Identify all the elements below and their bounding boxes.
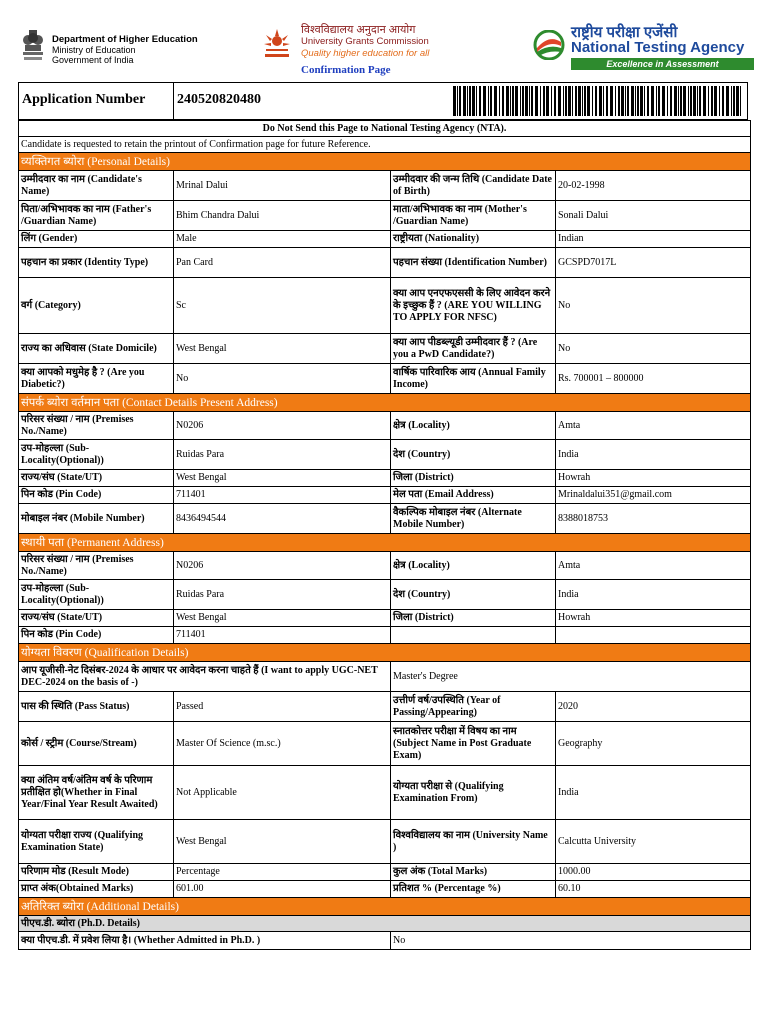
section-header-permanent xyxy=(19,534,751,552)
section-title: संपर्क ब्योरा वर्तमान पता (Contact Details Present Address) xyxy=(19,394,751,412)
table-row xyxy=(19,864,751,881)
barcode-bar xyxy=(582,86,583,116)
field-label: राज्य/संघ (State/UT) xyxy=(19,610,174,627)
barcode-bar xyxy=(722,86,724,116)
barcode-bar xyxy=(522,86,524,116)
field-label: पहचान का प्रकार (Identity Type) xyxy=(19,248,174,278)
field-value: 60.10 xyxy=(556,881,751,898)
field-value: Indian xyxy=(556,231,751,248)
dhe-block xyxy=(52,34,198,65)
field-label: राज्य/संघ (State/UT) xyxy=(19,470,174,487)
barcode-bar xyxy=(690,86,692,116)
barcode-bar xyxy=(488,86,489,116)
field-value: Sc xyxy=(174,278,391,334)
field-label: आप यूजीसी-नेट दिसंबर-2024 के आधार पर आवेदन करना चाहते हैं (I want to apply UGC-NET DEC-2024 on the basis of -) xyxy=(19,662,391,692)
field-value: N0206 xyxy=(174,552,391,580)
field-value: No xyxy=(556,334,751,364)
barcode-bar xyxy=(644,86,645,116)
table-row xyxy=(19,278,751,334)
field-label: परिसर संख्या / नाम (Premises No./Name) xyxy=(19,552,174,580)
barcode-bar xyxy=(535,86,538,116)
barcode-bar xyxy=(463,86,466,116)
barcode-bar xyxy=(640,86,643,116)
barcode-bar xyxy=(578,86,581,116)
table-row xyxy=(19,881,751,898)
field-label: योग्यता परीक्षा से (Qualifying Examination From) xyxy=(391,766,556,820)
field-value: Amta xyxy=(556,552,751,580)
barcode-bar xyxy=(499,86,500,116)
phd-title: पीएच.डी. ब्योरा (Ph.D. Details) xyxy=(19,916,751,932)
barcode-bar xyxy=(551,86,552,116)
barcode-bar xyxy=(726,86,729,116)
field-label: परिणाम मोड (Result Mode) xyxy=(19,864,174,881)
field-value: Geography xyxy=(556,722,751,766)
field-value: No xyxy=(556,278,751,334)
field-value: West Bengal xyxy=(174,610,391,627)
nta-logo-icon xyxy=(531,30,567,60)
field-label: क्या आप एनएफएससी के लिए आवेदन करने के इच्छुक हैं ? (ARE YOU WILLING TO APPLY FOR NFSC) xyxy=(391,278,556,334)
application-number-value: 240520820480 xyxy=(177,92,261,107)
barcode-bar xyxy=(635,86,636,116)
ugc-logo-icon xyxy=(260,26,294,60)
field-label: प्रतिशत % (Percentage %) xyxy=(391,881,556,898)
barcode-bar xyxy=(467,86,468,116)
field-value: Not Applicable xyxy=(174,766,391,820)
barcode-bar xyxy=(472,86,475,116)
barcode-bar xyxy=(529,86,530,116)
ugc-hindi: विश्वविद्यालय अनुदान आयोग xyxy=(301,24,416,36)
field-value: Bhim Chandra Dalui xyxy=(174,201,391,231)
field-value: Master Of Science (m.sc.) xyxy=(174,722,391,766)
table-row xyxy=(19,201,751,231)
table-row xyxy=(19,364,751,394)
field-value: N0206 xyxy=(174,412,391,440)
section-title: योग्यता विवरण (Qualification Details) xyxy=(19,644,751,662)
barcode-bar xyxy=(618,86,620,116)
table-row xyxy=(19,231,751,248)
field-value: India xyxy=(556,440,751,470)
barcode-bar xyxy=(688,86,689,116)
barcode-bar xyxy=(572,86,573,116)
barcode-bar xyxy=(697,86,698,116)
field-value: No xyxy=(174,364,391,394)
field-value: Amta xyxy=(556,412,751,440)
table-row xyxy=(19,412,751,440)
table-row xyxy=(19,552,751,580)
field-label: वार्षिक पारिवारिक आय (Annual Family Income) xyxy=(391,364,556,394)
barcode-bar xyxy=(678,86,679,116)
barcode-bar xyxy=(674,86,677,116)
barcode-bar xyxy=(603,86,604,116)
field-value: 1000.00 xyxy=(556,864,751,881)
field-value: 8436494544 xyxy=(174,504,391,534)
barcode-bar xyxy=(459,86,461,116)
barcode-bar xyxy=(740,86,741,116)
section-header-qualification xyxy=(19,644,751,662)
field-label: पिता/अभिभावक का नाम (Father's /Guardian Name) xyxy=(19,201,174,231)
barcode-bar xyxy=(647,86,649,116)
section-title: अतिरिक्त ब्योरा (Additional Details) xyxy=(19,898,751,916)
field-label: परिसर संख्या / नाम (Premises No./Name) xyxy=(19,412,174,440)
field-value: Pan Card xyxy=(174,248,391,278)
field-value: Mrinaldalui351@gmail.com xyxy=(556,487,751,504)
field-value: No xyxy=(391,932,751,950)
barcode-bar xyxy=(736,86,739,116)
field-label xyxy=(391,627,556,644)
table-row xyxy=(19,487,751,504)
barcode-bar xyxy=(658,86,660,116)
field-value: 20-02-1998 xyxy=(556,171,751,201)
barcode-bar xyxy=(615,86,616,116)
field-label: स्नातकोत्तर परीक्षा में विषय का नाम (Subject Name in Post Graduate Exam) xyxy=(391,722,556,766)
field-value: Howrah xyxy=(556,470,751,487)
barcode-bar xyxy=(711,86,713,116)
field-value: Male xyxy=(174,231,391,248)
notice-row xyxy=(19,121,751,137)
table-row xyxy=(19,470,751,487)
table-row xyxy=(19,580,751,610)
page-header xyxy=(18,18,750,80)
section-header-personal xyxy=(19,153,751,171)
barcode-bar xyxy=(520,86,521,116)
field-value: 711401 xyxy=(174,487,391,504)
divider xyxy=(173,83,174,119)
barcode-bar xyxy=(575,86,577,116)
table-row xyxy=(19,440,751,470)
field-label: उम्मीदवार की जन्म तिथि (Candidate Date of Birth) xyxy=(391,171,556,201)
national-emblem-icon xyxy=(20,28,46,62)
field-value: 2020 xyxy=(556,692,751,722)
field-value: 711401 xyxy=(174,627,391,644)
nta-hindi: राष्ट्रीय परीक्षा एजेंसी xyxy=(571,24,678,41)
table-row xyxy=(19,766,751,820)
field-label: जिला (District) xyxy=(391,470,556,487)
field-label: योग्यता परीक्षा राज्य (Qualifying Examination State) xyxy=(19,820,174,864)
barcode-bar xyxy=(531,86,533,116)
table-row xyxy=(19,334,751,364)
notice-do-not-send: Do Not Send this Page to National Testing Agency (NTA). xyxy=(19,121,751,137)
barcode-bar xyxy=(708,86,709,116)
barcode-bar xyxy=(563,86,564,116)
field-value: Ruidas Para xyxy=(174,440,391,470)
table-row xyxy=(19,504,751,534)
barcode-bar xyxy=(512,86,514,116)
section-title: व्यक्तिगत ब्योरा (Personal Details) xyxy=(19,153,751,171)
field-label: कोर्स / स्ट्रीम (Course/Stream) xyxy=(19,722,174,766)
field-label: उम्मीदवार का नाम (Candidate's Name) xyxy=(19,171,174,201)
field-label: वैकल्पिक मोबाइल नंबर (Alternate Mobile Number) xyxy=(391,504,556,534)
field-label: पास की स्थिति (Pass Status) xyxy=(19,692,174,722)
barcode-bar xyxy=(610,86,613,116)
section-header-additional xyxy=(19,898,751,916)
field-label: लिंग (Gender) xyxy=(19,231,174,248)
nta-english: National Testing Agency xyxy=(571,39,745,56)
field-label: विश्वविद्यालय का नाम (University Name ) xyxy=(391,820,556,864)
barcode-bar xyxy=(515,86,518,116)
barcode-bar xyxy=(733,86,735,116)
field-label: क्या पीएच.डी. में प्रवेश लिया है। (Whether Admitted in Ph.D. ) xyxy=(19,932,391,950)
field-value xyxy=(556,627,751,644)
field-label: क्या आपको मधुमेह है ? (Are you Diabetic?) xyxy=(19,364,174,394)
barcode-bar xyxy=(656,86,657,116)
table-row xyxy=(19,722,751,766)
field-label: क्या अंतिम वर्ष/अंतिम वर्ष के परिणाम प्रतीक्षित हो(Whether in Final Year/Final Year Result Awaited) xyxy=(19,766,174,820)
barcode-bar xyxy=(662,86,665,116)
nta-block xyxy=(513,22,768,80)
barcode-bar xyxy=(558,86,561,116)
field-value: West Bengal xyxy=(174,820,391,864)
notice-row xyxy=(19,137,751,153)
barcode-bar xyxy=(592,86,593,116)
field-value: Sonali Dalui xyxy=(556,201,751,231)
field-value: Percentage xyxy=(174,864,391,881)
application-number-label: Application Number xyxy=(22,92,146,107)
field-label: पिन कोड (Pin Code) xyxy=(19,487,174,504)
field-label: प्राप्त अंक(Obtained Marks) xyxy=(19,881,174,898)
nta-tagline: Excellence in Assessment xyxy=(571,58,754,70)
barcode-bar xyxy=(584,86,586,116)
application-number-box xyxy=(18,82,748,120)
field-label: क्या आप पीडब्ल्यूडी उम्मीदवार हैं ? (Are you a PwD Candidate?) xyxy=(391,334,556,364)
barcode-bar xyxy=(469,86,471,116)
barcode-bar xyxy=(699,86,701,116)
field-label: पहचान संख्या (Identification Number) xyxy=(391,248,556,278)
dhe-title: Department of Higher Education xyxy=(52,34,198,45)
field-label: उप-मोहल्ला (Sub-Locality(Optional)) xyxy=(19,580,174,610)
field-label: कुल अंक (Total Marks) xyxy=(391,864,556,881)
field-label: उत्तीर्ण वर्ष/उपस्थिति (Year of Passing/Appearing) xyxy=(391,692,556,722)
field-value: West Bengal xyxy=(174,470,391,487)
barcode-bar xyxy=(494,86,497,116)
barcode-bar xyxy=(637,86,639,116)
barcode-bar xyxy=(693,86,696,116)
field-label: देश (Country) xyxy=(391,580,556,610)
barcode-bar xyxy=(625,86,626,116)
notice-retain: Candidate is requested to retain the printout of Confirmation page for future Reference. xyxy=(19,137,751,153)
ugc-block xyxy=(301,24,429,60)
barcode-bar xyxy=(683,86,686,116)
field-value: Ruidas Para xyxy=(174,580,391,610)
field-value: 8388018753 xyxy=(556,504,751,534)
barcode-bar xyxy=(483,86,486,116)
ugc-tagline: Quality higher education for all xyxy=(301,48,430,59)
barcode-bar xyxy=(453,86,456,116)
field-value: Calcutta University xyxy=(556,820,751,864)
barcode-bar xyxy=(731,86,732,116)
barcode-bar xyxy=(587,86,590,116)
field-value: Howrah xyxy=(556,610,751,627)
field-label: राज्य का अधिवास (State Domicile) xyxy=(19,334,174,364)
table-row xyxy=(19,820,751,864)
barcode-bar xyxy=(565,86,567,116)
field-value: West Bengal xyxy=(174,334,391,364)
barcode-bar xyxy=(703,86,706,116)
barcode-bar xyxy=(502,86,504,116)
field-label: मोबाइल नंबर (Mobile Number) xyxy=(19,504,174,534)
barcode-bar xyxy=(627,86,629,116)
barcode-bar xyxy=(554,86,556,116)
ugc-english: University Grants Commission xyxy=(301,36,429,47)
field-value: India xyxy=(556,580,751,610)
field-label: माता/अभिभावक का नाम (Mother's /Guardian Name) xyxy=(391,201,556,231)
barcode-bar xyxy=(595,86,597,116)
barcode-bar xyxy=(540,86,541,116)
barcode-bar xyxy=(476,86,477,116)
table-row xyxy=(19,171,751,201)
table-row xyxy=(19,662,751,692)
field-value: Master's Degree xyxy=(391,662,751,692)
table-row xyxy=(19,627,751,644)
barcode-bar xyxy=(543,86,545,116)
barcode-bar xyxy=(719,86,720,116)
field-label: जिला (District) xyxy=(391,610,556,627)
details-table xyxy=(18,120,751,950)
barcode-bar xyxy=(568,86,571,116)
barcode-icon xyxy=(451,85,745,117)
table-row xyxy=(19,610,751,627)
barcode-bar xyxy=(506,86,509,116)
section-title: स्थायी पता (Permanent Address) xyxy=(19,534,751,552)
field-value: GCSPD7017L xyxy=(556,248,751,278)
barcode-bar xyxy=(667,86,668,116)
field-label: मेल पता (Email Address) xyxy=(391,487,556,504)
field-label: उप-मोहल्ला (Sub-Locality(Optional)) xyxy=(19,440,174,470)
field-value: India xyxy=(556,766,751,820)
dhe-line2: Ministry of Education xyxy=(52,45,136,55)
barcode-bar xyxy=(670,86,672,116)
field-label: राष्ट्रीयता (Nationality) xyxy=(391,231,556,248)
field-label: पिन कोड (Pin Code) xyxy=(19,627,174,644)
barcode-bar xyxy=(479,86,481,116)
field-value: Passed xyxy=(174,692,391,722)
barcode-bar xyxy=(714,86,717,116)
phd-subheader xyxy=(19,916,751,932)
field-label: वर्ग (Category) xyxy=(19,278,174,334)
field-label: देश (Country) xyxy=(391,440,556,470)
field-label: क्षेत्र (Locality) xyxy=(391,412,556,440)
field-value: Rs. 700001 – 800000 xyxy=(556,364,751,394)
field-value: 601.00 xyxy=(174,881,391,898)
table-row xyxy=(19,692,751,722)
dhe-line3: Government of India xyxy=(52,55,134,65)
barcode-bar xyxy=(490,86,492,116)
confirmation-title: Confirmation Page xyxy=(301,64,391,76)
barcode-bar xyxy=(631,86,634,116)
table-row xyxy=(19,932,751,950)
barcode-bar xyxy=(457,86,458,116)
barcode-bar xyxy=(510,86,511,116)
section-header-contact xyxy=(19,394,751,412)
barcode-bar xyxy=(621,86,624,116)
barcode-bar xyxy=(651,86,654,116)
barcode-bar xyxy=(680,86,682,116)
field-value: Mrinal Dalui xyxy=(174,171,391,201)
table-row xyxy=(19,248,751,278)
barcode-bar xyxy=(525,86,528,116)
barcode-bar xyxy=(546,86,549,116)
field-label: क्षेत्र (Locality) xyxy=(391,552,556,580)
barcode-bar xyxy=(606,86,608,116)
barcode-bar xyxy=(599,86,602,116)
